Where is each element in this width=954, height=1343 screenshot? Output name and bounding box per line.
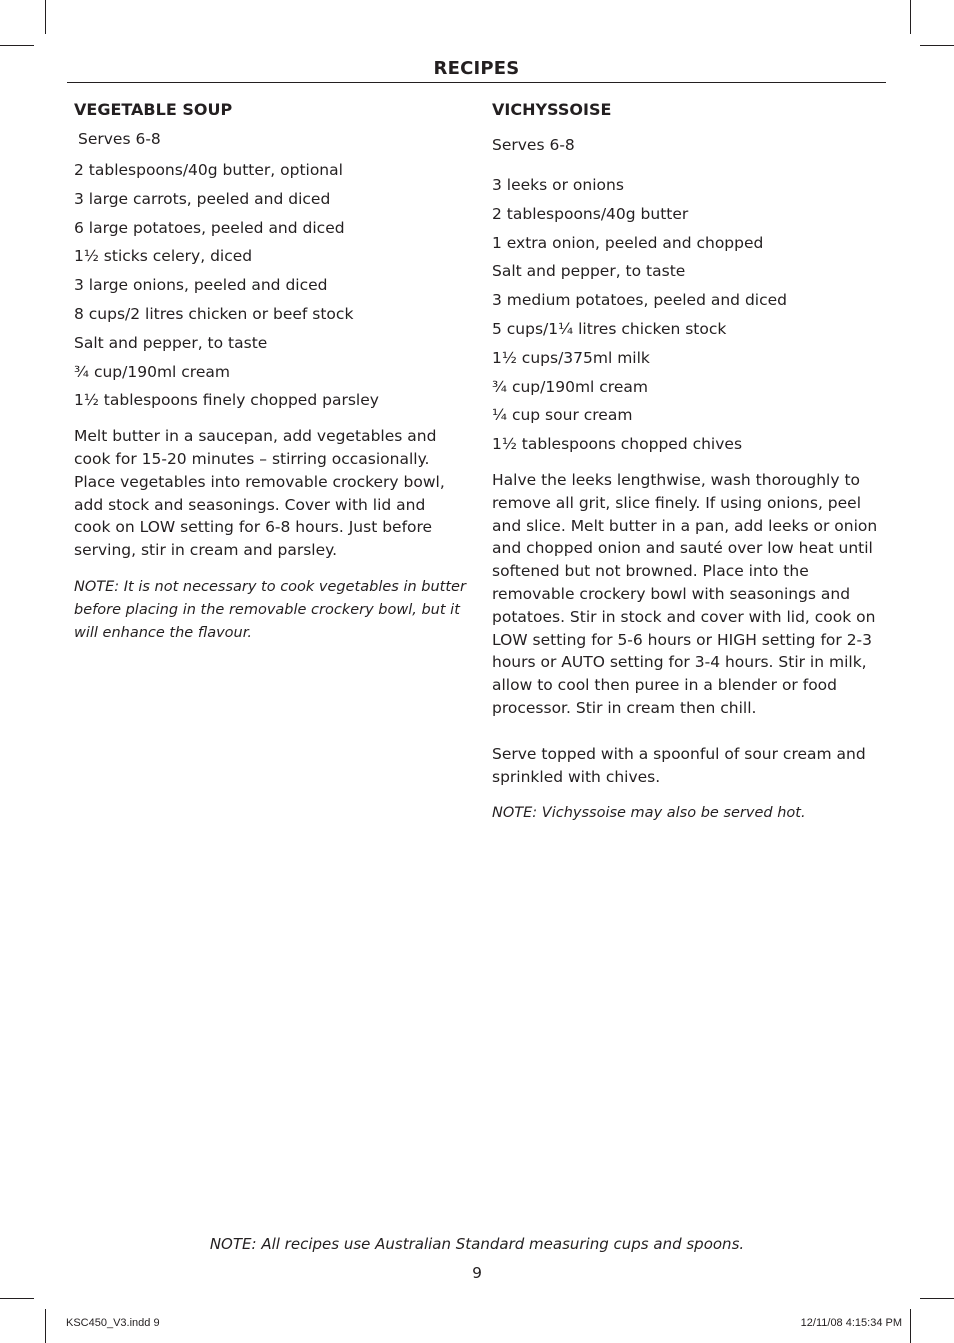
ingredient-list: [74, 156, 466, 415]
ingredient-item: 3 medium potatoes, peeled and diced: [492, 291, 787, 310]
crop-mark: [920, 45, 954, 46]
recipe-vegetable-soup: [74, 98, 466, 644]
ingredient-item: ¼ cup sour cream: [492, 406, 633, 425]
crop-mark: [910, 0, 911, 34]
page-title: RECIPES: [433, 58, 520, 79]
crop-mark: [45, 1309, 46, 1343]
ingredient-item: 1½ cups/375ml milk: [492, 348, 650, 367]
crop-mark: [920, 1298, 954, 1299]
method-paragraph: Melt butter in a saucepan, add vegetables and cook for 15-20 minutes – stirring occasionally. Place vegetables into removable crockery bowl, add stock and seasonings. Cover with lid and cook on LOW setting for 6-8 hours. Just before serving, stir in cream and parsley.: [74, 427, 445, 560]
ingredient-item: ¾ cup/190ml cream: [492, 377, 648, 396]
ingredient-item: 2 tablespoons/40g butter: [492, 204, 689, 223]
ingredient-item: 1½ tablespoons chopped chives: [492, 435, 743, 454]
ingredient-item: 8 cups/2 litres chicken or beef stock: [74, 304, 354, 323]
slug-file-info: KSC450_V3.indd 9: [66, 1317, 160, 1329]
page-number: 9: [472, 1264, 482, 1282]
method-paragraph: Halve the leeks lengthwise, wash thoroughly to remove all grit, slice finely. If using onions, peel and slice. Melt butter in a pan, add leeks or onion and chopped onion and sauté over low heat until softened but not browned. Place into the removable crockery bowl with seasonings and potatoes. Stir in stock and cover with lid, cook on LOW setting for 5-6 hours or HIGH setting for 2-3 hours or AUTO setting for 3-4 hours. Stir in milk, allow to cool then puree in a blender or food processor. Stir in cream then chill.: [492, 470, 878, 717]
crop-mark: [0, 1298, 34, 1299]
ingredient-item: Salt and pepper, to taste: [492, 262, 686, 281]
crop-mark: [45, 0, 46, 34]
method-paragraph: Serve topped with a spoonful of sour cream and sprinkled with chives.: [492, 744, 866, 786]
recipe-title: VICHYSSOISE: [492, 100, 612, 119]
method-text: [74, 425, 466, 562]
ingredient-item: ¾ cup/190ml cream: [74, 362, 230, 381]
ingredient-item: 1½ tablespoons finely chopped parsley: [74, 391, 379, 410]
method-text: [492, 469, 884, 788]
page-header: [67, 56, 886, 83]
serves-text: Serves 6-8: [492, 136, 575, 154]
ingredient-item: 1 extra onion, peeled and chopped: [492, 233, 764, 252]
recipe-vichyssoise: [492, 98, 884, 825]
recipe-note: NOTE: Vichyssoise may also be served hot.: [492, 805, 806, 822]
ingredient-item: 1½ sticks celery, diced: [74, 247, 253, 266]
crop-mark: [910, 1309, 911, 1343]
ingredient-item: 3 large onions, peeled and diced: [74, 276, 328, 295]
ingredient-item: 3 large carrots, peeled and diced: [74, 189, 331, 208]
recipe-note: NOTE: It is not necessary to cook vegetables in butter before placing in the removable crockery bowl, but it will enhance the flavour.: [74, 578, 466, 641]
ingredient-item: 6 large potatoes, peeled and diced: [74, 218, 345, 237]
ingredient-list: [492, 171, 884, 459]
footer-note: NOTE: All recipes use Australian Standard measuring cups and spoons.: [209, 1235, 745, 1253]
ingredient-item: Salt and pepper, to taste: [74, 333, 268, 352]
crop-mark: [0, 45, 34, 46]
slug-timestamp: 12/11/08 4:15:34 PM: [800, 1317, 902, 1329]
serves-text: Serves 6-8: [78, 130, 161, 148]
ingredient-item: 5 cups/1¼ litres chicken stock: [492, 319, 727, 338]
ingredient-item: 2 tablespoons/40g butter, optional: [74, 161, 343, 179]
recipe-title: VEGETABLE SOUP: [74, 100, 233, 119]
ingredient-item: 3 leeks or onions: [492, 176, 624, 194]
